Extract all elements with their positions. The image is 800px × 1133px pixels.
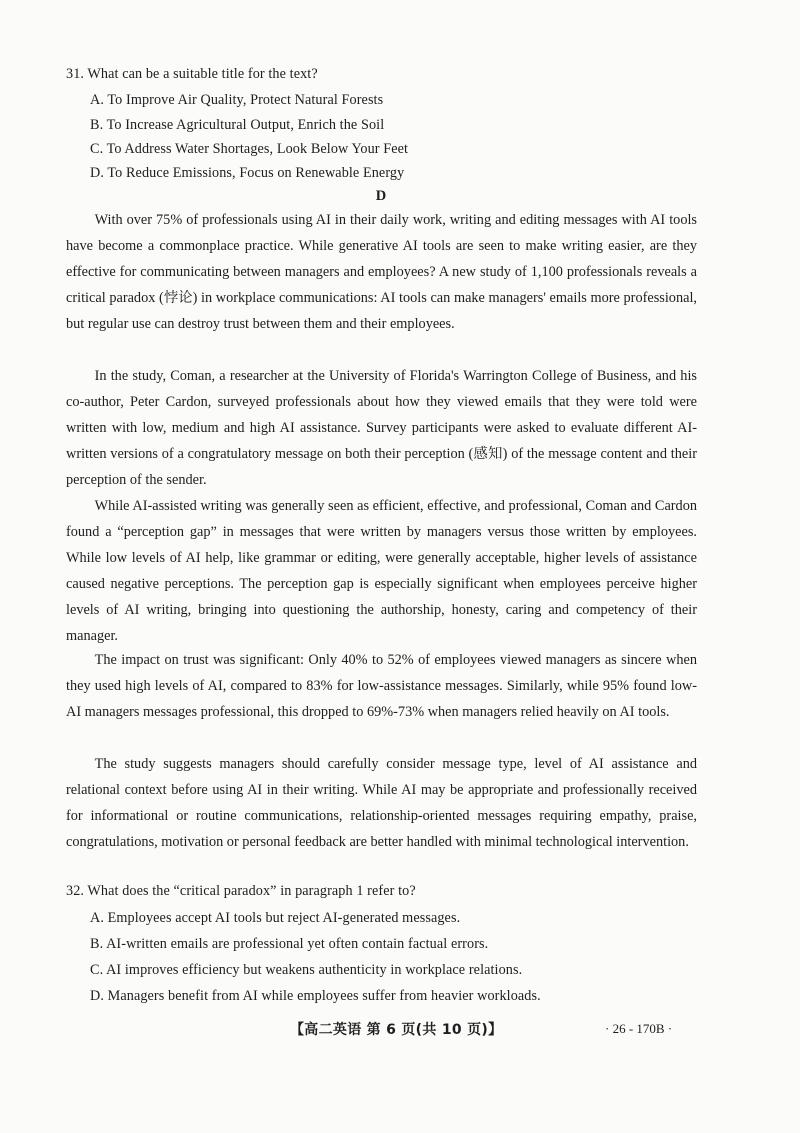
passage-paragraph-3: While AI-assisted writing was generally seen as efficient, effective, and professional, Coman and Cardon found a “perception gap” in messages that were written by managers versus those written by employees. While low levels of AI help, like grammar or editing, were generally acceptable, higher levels of assistance caused negative perceptions. The perception gap is especially significant when employees perceive higher levels of AI writing, bringing into questioning the authorship, honesty, caring and competency of their manager.	[66, 498, 697, 644]
question-32-option-c: C. AI improves efficiency but weakens authenticity in workplace relations.	[90, 962, 523, 978]
passage-paragraph-4: The impact on trust was significant: Only 40% to 52% of employees viewed managers as sincere when they used high levels of AI, compared to 83% for low-assistance messages. Similarly, while 95% found low-AI managers messages professional, this dropped to 69%-73% when managers relied heavily on AI tools.	[66, 652, 697, 720]
section-label: D	[375, 188, 387, 204]
passage-paragraph-1: With over 75% of professionals using AI in their daily work, writing and editing messages with AI tools have become a commonplace practice. While generative AI tools are seen to make writing easier, are they effective for communicating between managers and employees? A new study of 1,100 professionals reveals a critical paradox (悖论) in workplace communications: AI tools can make managers' emails more professional, but regular use can destroy trust between them and their employees.	[66, 212, 697, 332]
question-31-option-c: C. To Address Water Shortages, Look Below Your Feet	[90, 141, 409, 157]
page-footer-label: 【高二英语 第 6 页(共 10 页)】	[290, 1022, 503, 1038]
question-31-stem: 31. What can be a suitable title for the text?	[66, 66, 318, 82]
question-32-option-b: B. AI-written emails are professional yet often contain factual errors.	[90, 936, 489, 952]
passage-paragraph-5: The study suggests managers should carefully consider message type, level of AI assistance and relational context before using AI in their writing. While AI may be appropriate and professionally received for informational or routine communications, relationship-oriented messages requiring empathy, praise, congratulations, motivation or personal feedback are better handled with minimal technological intervention.	[66, 756, 697, 850]
question-31-option-a: A. To Improve Air Quality, Protect Natural Forests	[90, 92, 384, 108]
passage-paragraph-2: In the study, Coman, a researcher at the University of Florida's Warrington College of Business, and his co-author, Peter Cardon, surveyed professionals about how they viewed emails that they were told were written with low, medium and high AI assistance. Survey participants were asked to evaluate different AI-written versions of a congratulatory message on both their perception (感知) of the message content and their perception of the sender.	[66, 368, 697, 488]
question-31-option-d: D. To Reduce Emissions, Focus on Renewable Energy	[90, 165, 405, 181]
question-32-stem: 32. What does the “critical paradox” in paragraph 1 refer to?	[66, 883, 416, 899]
question-31-option-b: B. To Increase Agricultural Output, Enrich the Soil	[90, 117, 385, 133]
question-32-option-a: A. Employees accept AI tools but reject AI-generated messages.	[90, 910, 461, 926]
question-32-option-d: D. Managers benefit from AI while employees suffer from heavier workloads.	[90, 988, 541, 1004]
page-code: · 26 - 170B ·	[605, 1021, 673, 1036]
